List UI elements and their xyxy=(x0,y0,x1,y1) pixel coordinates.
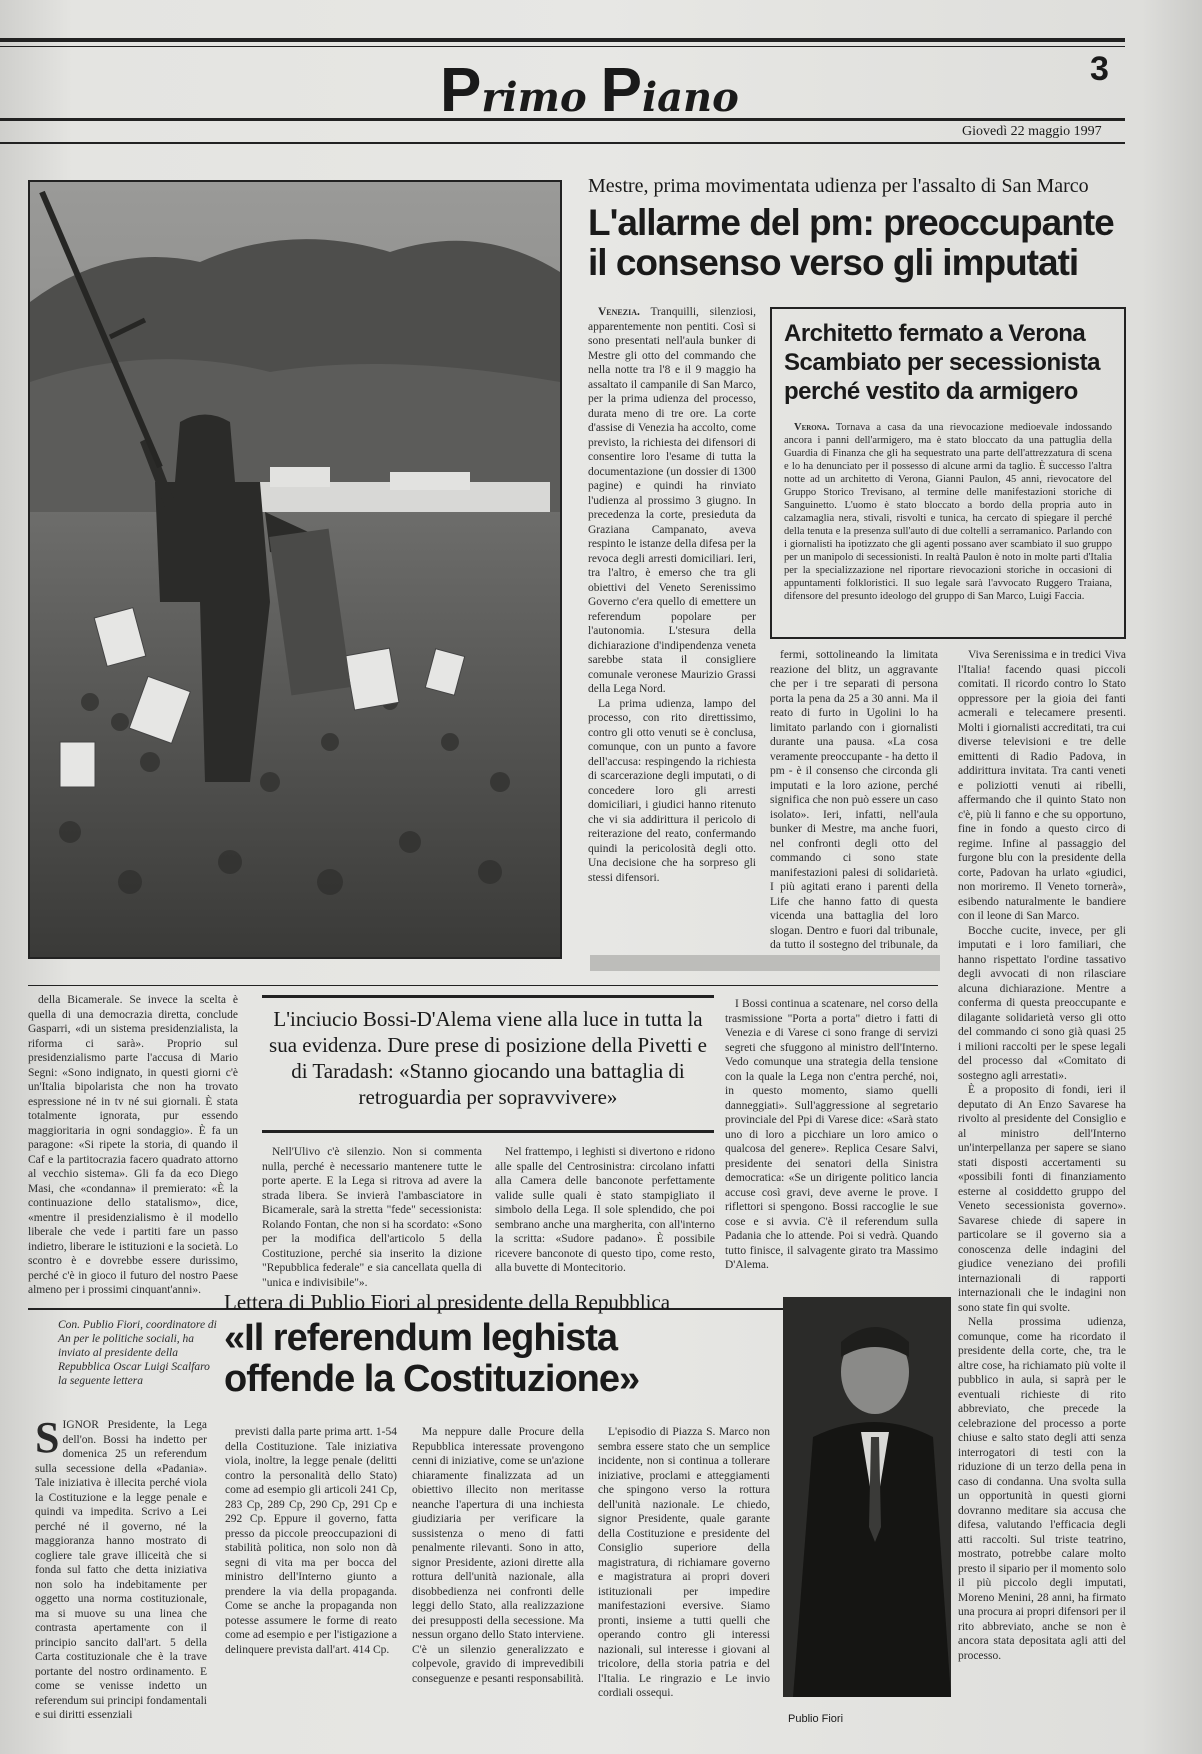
date-rule xyxy=(0,142,1125,144)
bottom-intro: Con. Publio Fiori, coordinatore di An per le politiche sociali, ha inviato al presidente della Repubblica Oscar Luigi Scalfaro la seguente lettera xyxy=(58,1319,217,1387)
section-title: Primo Piano xyxy=(440,56,739,125)
main-article-col2: fermi, sottolineando la limitata reazione del blitz, un aggravante che per i tre separati di persona porta la pena da 25 a 30 anni. Ma il reato di furto in Ugolini lo ha limitato parlando con i giornalisti durante una pausa. «La cosa veramente preoccupante - ha detto il pm - è il consenso che circonda gli imputati e la loro azione, perché significa che non può essere un caso isolato». Ieri, infatti, nell'aula bunker di Mestre, ma anche fuori, nel confronti degli otto del commando ci sono state manifestazioni palesi di solidarietà. I più agitati erano i parenti della Life che hanno fatto di questa vicenda una battaglia del loro slogan. Dentro e fuori dal tribunale, da tutto il sostegno del tribunale, da xyxy=(770,649,938,951)
verona-box xyxy=(770,307,1126,639)
issue-date: Giovedì 22 maggio 1997 xyxy=(962,124,1102,139)
bottom-col4: L'episodio di Piazza S. Marco non sembra essere stato che un semplice incidente, non si continua a tollerare iniziative, proclami e atteggiamenti che spingono verso la rottura dell'unità nazionale. Le chiedo, signor Presidente, quale garante della Costituzione e presidente del Consiglio superiore della magistratura, di richiamare governo e magistratura ai propri doveri istituzionali per impedire manifestazioni eversive. Siamo pronti, insieme a tutti quelli che operando contro gli interessi nazionali, sul interesse i giovani al tricolore, della storia patria e del l'Italia. Le ringrazio e Le invio cordiali ossequi. xyxy=(598,1426,770,1699)
main-article-col3: Viva Serenissima e in tredici Viva l'Italia! facendo quasi piccoli comitati. Il ricordo contro lo Stato oppressore per la gioia dei fanti acmerali e telecamere presenti. Molti i giornalisti accreditati, tra cui diverse televisioni e tre delle emittenti di Radio Padova, in addirittura invitata. Tra canti veneti e poliziotti venuti ai ribelli, affermando che il quinto Stato non c'è, più li fanno e che su opportuno, fine in fondo a questo circo di regime. Infine al passaggio del furgone blu con la presidente della corte, Padovan ha urlato «giudici, non moriremo. Il Veneto tornerà», esibendo naturalmente le bandiere con il leone di San Marco. Bocche cucite, invece, per gli imputati e i loro familiari, che hanno rispettato l'ordine tassativo degli avvocati di non rilasciare alcuna dichiarazione. Mentre a conferma di questa preoccupante e dilagante solidarietà verso gli otto del commando ci sono già quasi 25 i milioni raccolti per le spese legali del processo dal «Comitato di sostegno agli arrestati». È a proposito di fondi, ieri il deputato di An Enzo Savarese ha rivolto al presidente del Consiglio e al ministro dell'Interno un'interpellanza per sapere se siano stati disposti accertamenti su «possibili fonti di finanziamento esterne al cosiddetto gruppo del Veneto secessionista governo». Savarese chiede di sapere in particolare se il governo sia a conoscenza delle indagini del giudice veneziano dei profili internazionali di rapporti internazionali che le indagini non sono state fin qui svolte. Nella prossima udienza, comunque, come ha ricordato il presidente della corte, che, tra le altre cose, ha richiamato più volte il pubblico in aula, si saprà per le eventuali richieste di rito abbreviato, che precede la celebrazione del processo a porte chiuse e salto stato degli atti senza interrogatori di testi con la riduzione di un terzo della pena in caso di condanna. Una svolta sulla un opportunità in questi giorni dovranno meditare sia accusa che difesa, valutando l'efficacia degli atti raccolti. Sul triste teatrino, mostrato, potrebbe calare molto presto il sipario per il momento solo il più piccolo degli imputati, Moreno Menini, 28 anni, ha firmato una procura ai propri difensori per il rito abbreviato, anche se non è ancora stata depositata agli atti del processo. xyxy=(958,649,1126,1662)
box-text: Verona. Tornava a casa da una rievocazione medioevale indossando ancora i panni dell'armigero, ma è stato bloccato da una pattuglia della Guardia di Finanza che gli ha sequestrato una parte dell'attrezzatura di scena e lo ha denunciato per il possesso di alcune armi da taglio. È successo l'altra notte ad un architetto di Verona, Gianni Paulon, 45 anni, rievocatore del Gruppo Storico Trevisano, al termine delle manifestazioni storiche di Sanguinetto. L'uomo è stato bloccato a bordo della propria auto in calzamaglia nera, stivali, risvolti e tunica, ha cercato di spiegare il perché della tenuta e la presenza sull'auto di due coltelli a serramanico. Parlando con i giornalisti ha ipotizzato che gli agenti possano aver scambiato il suo gruppo per un manipolo di secessionisti. In realtà Paulon è noto in molte parti d'Italia per la specializzazione nel riportare rievocazioni storiche in occasioni di appuntamenti folkloristici. Il suo legale sarà l'avvocato Ruggero Traiana, difensore del presunto ideologo del gruppo di San Marco, Luigi Faccia. xyxy=(784,422,1112,602)
portrait-caption: Publio Fiori xyxy=(788,1713,844,1725)
middle-col-b: Nel frattempo, i leghisti si divertono e ridono alle spalle del Centrosinistra: circolano infatti alla Camera delle banconote perfettamente valide sulle quali è stato stampigliato il simbolo della Lega. Il sole splendido, che poi sembrano anche una margherita, con all'interno la scritta: «Sudore padano». È possibile ricevere banconote di questo tipo, come resto, alla buvette di Montecitorio. xyxy=(495,1146,715,1274)
middle-col-left: della Bicamerale. Se invece la scelta è quella di una democrazia diretta, conclude Gasparri, «di un sistema presidenzialista, la riforma ci sarà». Proprio sul presidenzialismo parte l'accusa di Mario Segni: «Sono indignato, in questi giorni c'è un'Italia bipolarista che non ha trovato espressione né in tv né sui giornali. È stata totalmente ignorata, pur essendo maggioritaria in ogni sondaggio». È fa un paragone: «Si ripete la storia, di quando il Caf e la partitocrazia facero quadrato attorno al vecchio sistema». Gli fa da eco Diego Masi, che «condanna» il premierato: «È la continuazione dello statalismo», dice, «mentre il presidenzialismo è il modello liberale che vede i partiti fare un passo indietro, liberare le istituzioni e la società. Lo scontro è e dovrebbe essere durissimo, perché c'è in gioco il futuro del nostro Paese almeno per i prossimi cinquant'anni». xyxy=(28,994,238,1296)
bottom-col2: previsti dalla parte prima artt. 1-54 della Costituzione. Tale iniziativa viola, inoltre, la legge penale (delitti contro la personalità dello Stato) come ad esempio gli articoli 241 Cp, 283 Cp, 289 Cp, 290 Cp, 291 Cp e 292 Cp. Eppure il governo, fatta presso da piccole preoccupazioni di stabilità politica, non solo non dà segni di vita ma per bocca del ministro dell'Interno giunto a prendere la via della propaganda. Come se anche la propaganda non potesse assumere le forme di reato come ad esempio e per l'istigazione a delinquere prevista dall'art. 414 Cp. xyxy=(225,1426,397,1656)
middle-col-a: Nell'Ulivo c'è silenzio. Non si commenta nulla, perché è necessario mantenere tutte le porte aperte. E la Lega si ritrova ad avere la strada libera. Se invierà l'ambasciatore in Bicamerale, sarà la stretta "fede" secessionista: Rolando Fontan, che non si ha scordato: «Sono per la modifica dell'articolo 5 della Costituzione, perché sia inserito la dizione "Repubblica federale" e sia cancellata quella di "unica e indivisibile"». xyxy=(262,1146,482,1289)
middle-col-c: I Bossi continua a scatenare, nel corso della trasmissione "Porta a porta" dietro i fatti di Venezia e di Varese ci sono frange di servizi segreti che sfuggono al ministro dell'Interno. Vedo comunque una strategia della tensione con la quale la Lega non c'entra perché, noi, in questo momento, siamo quelli danneggiati». Sull'aggressione al segretario provinciale del Ppi di Varese dice: «Sarà stato uno di loro a picchiare un loro amico o qualcosa del genere». Replica Cesare Salvi, presidente dei senatori della Sinistra democratica: «Se un dirigente politico lancia accuse così gravi, deve averne le prove. I riflettori si spengono. Bossi raccoglie le sue cose e si avvia. C'è il referendum sulla Padania che lo attende. Poi si vedrà. Quando tutto finisce, il salvagente girato tra Massimo D'Alema. xyxy=(725,998,938,1271)
bottom-col3: Ma neppure dalle Procure della Repubblica interessate provengono cenni di iniziative, come se un'azione chiaramente finalizzata ad un obiettivo illecito non meritasse neanche l'apertura di una inchiesta giudiziaria per verificare la sussistenza o meno di fatti penalmente rilevanti. Sono in atto, signor Presidente, azioni dirette alla rottura dell'unità nazionale, alla disobbedienza nei confronti delle leggi dello Stato, alla realizzazione dei presupposti della secessione. Ma nessun organo dello Stato interviene. C'è un silenzio generalizzato e colpevole, gravido di imprevedibili conseguenze e pesanti responsabilità. xyxy=(412,1426,584,1685)
top-rule xyxy=(0,38,1125,42)
middle-rule xyxy=(28,985,938,986)
bottom-col1: SIGNOR Presidente, la Lega dell'on. Bossi ha indetto per domenica 25 un referendum sulla secessione della «Padania». Tale iniziativa è illecita perché viola la Costituzione e la legge penale e quindi va impedita. Scrivo a Lei perché né il governo, né la maggioranza hanno mostrato di cogliere tale grave illiceità che si fonda sul fatto che detta iniziativa non solo ha indebitamente per oggetto una norma costituzionale, ma si muove su una linea che contrasta apertamente con il principio sancito dall'art. 5 della Carta costituzionale che è la trave portante del nostro ordinamento. E come se venisse indetto un referendum sui principi fondamentali e sui diritti essenziali xyxy=(35,1413,207,1721)
drop-cap: S xyxy=(35,1413,60,1462)
portrait-photo xyxy=(783,1297,951,1697)
main-dateline: Venezia. xyxy=(598,306,640,318)
top-rule-thin xyxy=(0,46,1125,47)
bottom-kicker: Lettera di Publio Fiori al presidente della Repubblica xyxy=(224,1290,671,1314)
crowd-photo xyxy=(28,180,562,959)
deck-box xyxy=(262,995,714,1133)
middle-deck: L'inciucio Bossi-D'Alema viene alla luce in tutta la sua evidenza. Dure prese di posizione della Pivetti e di Taradash: «Stanno giocando una battaglia di retroguardia per sopravvivere» xyxy=(269,1007,707,1109)
main-article-col1: Venezia. Tranquilli, silenziosi, apparentemente non pentiti. Così si sono presentati nell'aula bunker di Mestre gli otto del commando che nella notte tra l'8 e il 9 maggio ha assaltato il campanile di San Marco, per la prima udienza del processo, durata meno di tre ore. La corte d'assise di Venezia ha accolto, come previsto, la richiesta dei difensori di consentire loro l'esame di tutta la documentazione (un dossier di 1300 pagine) e quindi ha rinviato l'udienza al prossimo 3 giugno. In precedenza la corte, presieduta da Graziana Campanato, aveva respinto le istanze della difesa per la revoca degli arresti domiciliari. Ieri, tra l'altro, è emerso che tra gli obiettivi del Veneto Serenissimo Governo c'era quello di emettere un referendum popolare per l'autonomia. L'stesura della dichiarazione d'indipendenza veneta sarebbe stata il consigliere comunale veronese Maurizio Grassi della Lega Nord. La prima udienza, lampo del processo, con rito direttissimo, contro gli otto venuti se è conclusa, comunque, con un punto a favore dell'accusa: respingendo la richiesta di scarcerazione degli imputati, o di concedere loro gli arresti domiciliari, i giudici hanno ritenuto che vi sia addirittura il pericolo di reiterazione del reato, confermando quindi la pericolosità degli otto. Una decisione che ha sorpreso gli stessi difensori. xyxy=(588,306,756,884)
main-kicker: Mestre, prima movimentata udienza per l'assalto di San Marco xyxy=(588,175,1089,197)
rule-bar xyxy=(590,955,940,971)
box-headline: Architetto fermato a Verona Scambiato per secessionista perché vestito da armigero xyxy=(784,320,1100,405)
page-number: 3 xyxy=(1090,50,1109,88)
bottom-headline: «Il referendum leghista offende la Costituzione» xyxy=(224,1317,640,1401)
main-headline: L'allarme del pm: preoccupante il consenso verso gli imputati xyxy=(588,202,1114,283)
